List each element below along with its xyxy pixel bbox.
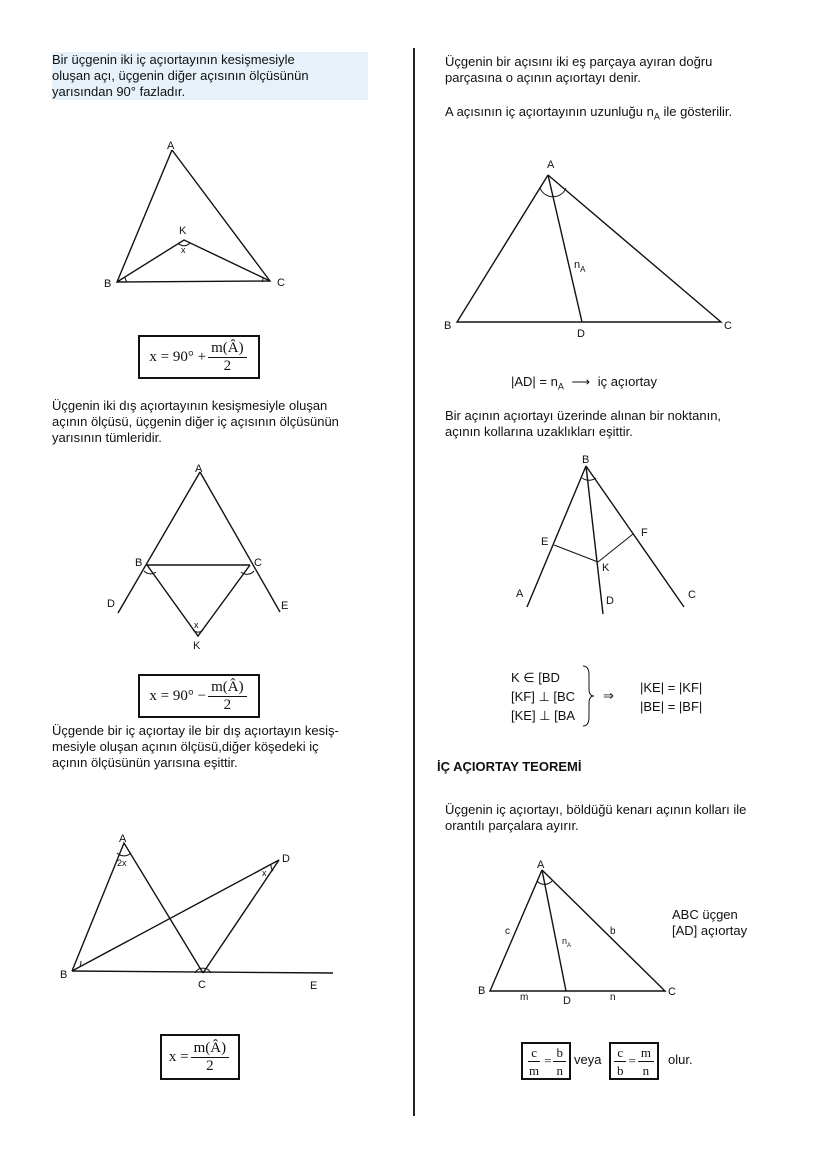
veya-text: veya	[574, 1052, 602, 1067]
s3-label-x: x	[262, 868, 267, 878]
t-label-b: b	[610, 926, 616, 937]
s1-label-C: C	[277, 277, 285, 289]
section3-text: Üçgende bir iç açıortay ile bir dış açıortayın kesiş- mesiyle oluşan açının ölçüsü,diğer köşedeki iç açının ölçüsünün yarısına eşittir.	[52, 723, 339, 770]
r1-label-n: $n_A$	[574, 259, 586, 274]
r1-label-C: C	[724, 320, 732, 332]
s1-label-B: B	[104, 278, 112, 290]
section2-text: Üçgenin iki dış açıortayının kesişmesiyle oluşan açının ölçüsü, üçgenin diğer iç açısının ölçüsünün yarısının tümleridir.	[52, 398, 339, 445]
formula-box-3: x = $\frac{m(Â)}{2}$	[160, 1034, 240, 1080]
r2-label-B: B	[582, 454, 590, 466]
t-label-n: n	[610, 992, 616, 1003]
r1-label-A: A	[547, 159, 555, 171]
theorem-title: İÇ AÇIORTAY TEOREMİ	[437, 759, 582, 774]
theorem-text: Üçgenin iç açıortayı, böldüğü kenarı açının kolları ile orantılı parçalara ayırır.	[445, 802, 747, 833]
s1-label-K: K	[179, 225, 187, 237]
r2-label-C: C	[688, 589, 696, 601]
olur-text: olur.	[668, 1052, 693, 1067]
t-label-B: B	[478, 985, 486, 997]
r1-label-D: D	[577, 328, 585, 340]
r2-label-A: A	[516, 588, 524, 600]
r2-label-F: F	[641, 527, 648, 539]
s2-label-B: B	[135, 557, 143, 569]
t-label-na: $n_A$	[562, 936, 572, 949]
s1-label-A: A	[167, 140, 175, 152]
s3-label-D: D	[282, 853, 290, 865]
t-label-m: m	[520, 992, 529, 1003]
r2-label-D: D	[606, 595, 614, 607]
s2-label-x: x	[194, 620, 199, 630]
r2-label-K: K	[602, 562, 610, 574]
ratio-box-2: $\frac{c}{b}$ = $\frac{m}{n}$	[609, 1042, 659, 1080]
s3-label-C: C	[198, 979, 206, 991]
r1-label-B: B	[444, 320, 452, 332]
conditions-list: K ∈ [BD [KF] ⊥ [BC [KE] ⊥ [BA	[511, 670, 576, 723]
right-intro-text: Üçgenin bir açısını iki eş parçaya ayıran doğru parçasına o açının açıortayı denir.	[445, 54, 713, 85]
s3-label-2x: 2x	[117, 858, 127, 868]
right-section2-text: Bir açının açıortayı üzerinde alınan bir noktanın, açının kollarına uzaklıkları eşittir.	[445, 408, 722, 439]
t-label-c: c	[505, 926, 510, 937]
s3-label-E: E	[310, 980, 318, 992]
ad-caption: $|AD| = n_A$ ⟶ iç açıortay	[511, 374, 658, 392]
s3-label-B: B	[60, 969, 68, 981]
s3-label-A: A	[119, 833, 127, 845]
s2-label-E: E	[281, 600, 289, 612]
formula-box-1: x = 90° + $\frac{m(Â)}{2}$	[138, 335, 260, 379]
t-label-D: D	[563, 995, 571, 1007]
s2-label-A: A	[195, 463, 203, 475]
s2-label-K: K	[193, 640, 201, 652]
s1-label-x: x	[181, 245, 186, 255]
na-definition: A açısının iç açıortayının uzunluğu $n_A$ ile gösterilir.	[445, 104, 733, 122]
implies-arrow: ⇒	[603, 688, 614, 703]
t-label-A: A	[537, 859, 545, 871]
t-label-C: C	[668, 986, 676, 998]
s2-label-C: C	[254, 557, 262, 569]
results-list: |KE| = |KF| |BE| = |BF|	[640, 680, 703, 714]
section1-text: Bir üçgenin iki iç açıortayının kesişmesiyle oluşan açı, üçgenin diğer açısının ölçüsünün yarısından 90° fazladır.	[52, 52, 368, 100]
s2-label-D: D	[107, 598, 115, 610]
theorem-note: ABC üçgen [AD] açıortay	[672, 907, 748, 938]
r2-label-E: E	[541, 536, 549, 548]
formula-box-2: x = 90° − $\frac{m(Â)}{2}$	[138, 674, 260, 718]
ratio-box-1: $\frac{c}{m}$ = $\frac{b}{n}$	[521, 1042, 571, 1080]
